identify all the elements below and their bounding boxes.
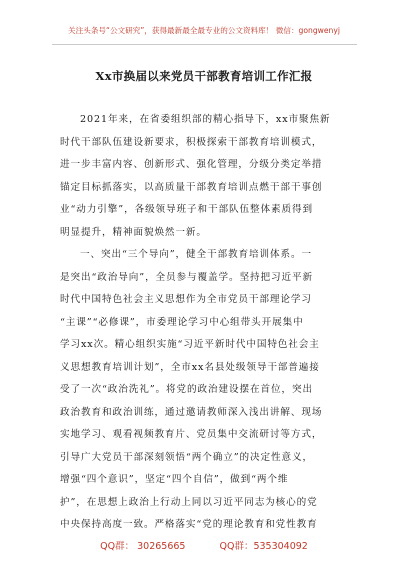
document-title: Xx市换届以来党员干部教育培训工作汇报 <box>95 69 313 83</box>
body-line: 是突出“政治导向”，全员参与覆盖学。坚持把习近平新 <box>60 271 313 283</box>
body-line: 一、突出“三个导向”，健全干部教育培训体系。一 <box>80 249 312 260</box>
body-line: 实地学习、观看视频教育片、党员集中交流研讨等方式， <box>60 429 323 440</box>
body-line: 业“动力引擎”，各级领导班子和干部队伍整体素质得到 <box>60 204 313 215</box>
body-line: 学习xx次。精心组织实施“习近平新时代中国特色社会主 <box>60 339 320 350</box>
footer-qq-groups <box>0 538 408 552</box>
body-line: 政治教育和政治训练，通过邀请教师深入浅出讲解、现场 <box>60 406 323 418</box>
body-line: 2021年来，在省委组织部的精心指导下，xx市聚焦新 <box>80 114 331 125</box>
body-line: 进一步丰富内容、创新形式、强化管理，分级分类定举措 <box>60 159 323 170</box>
footer-qq-group-1: QQ群： 30265665 <box>100 541 186 552</box>
body-line: 明显提升，精神面貌焕然一新。 <box>60 226 207 238</box>
header-promo-note: 关注头条号“公文研究”，获得最新最全最专业的公文资料库！ 微信：gongwenyj <box>68 26 340 35</box>
body-line: 时代中国特色社会主义思想作为全市党员干部理论学习 <box>60 294 312 305</box>
body-line: 时代干部队伍建设新要求，积极探索干部教育培训模式， <box>60 136 323 148</box>
body-line: “主课”“必修课”，市委理论学习中心组带头开展集中 <box>60 316 304 328</box>
header-divider <box>52 44 357 45</box>
document-body <box>60 109 352 537</box>
body-line: 受了一次“政治洗礼”。将党的政治建设摆在首位，突出 <box>60 384 313 395</box>
body-line: 增强“四个意识”，坚定“四个自信”，做到“两个维 <box>60 474 289 485</box>
body-line: 引导广大党员干部深刻领悟“两个确立”的决定性意义， <box>60 451 313 463</box>
body-line: 中央保持高度一致。严格落实“党的理论教育和党性教育 <box>60 519 318 530</box>
body-line: 义思想教育培训计划”，全市xx名县处级领导干部普遍接 <box>60 361 320 373</box>
footer-qq-group-2: QQ群：535304092 <box>219 541 308 552</box>
body-line: 护”，在思想上政治上行动上同以习近平同志为核心的党 <box>60 496 318 508</box>
body-line: 锚定目标抓落实，以高质量干部教育培训点燃干部干事创 <box>60 181 323 193</box>
